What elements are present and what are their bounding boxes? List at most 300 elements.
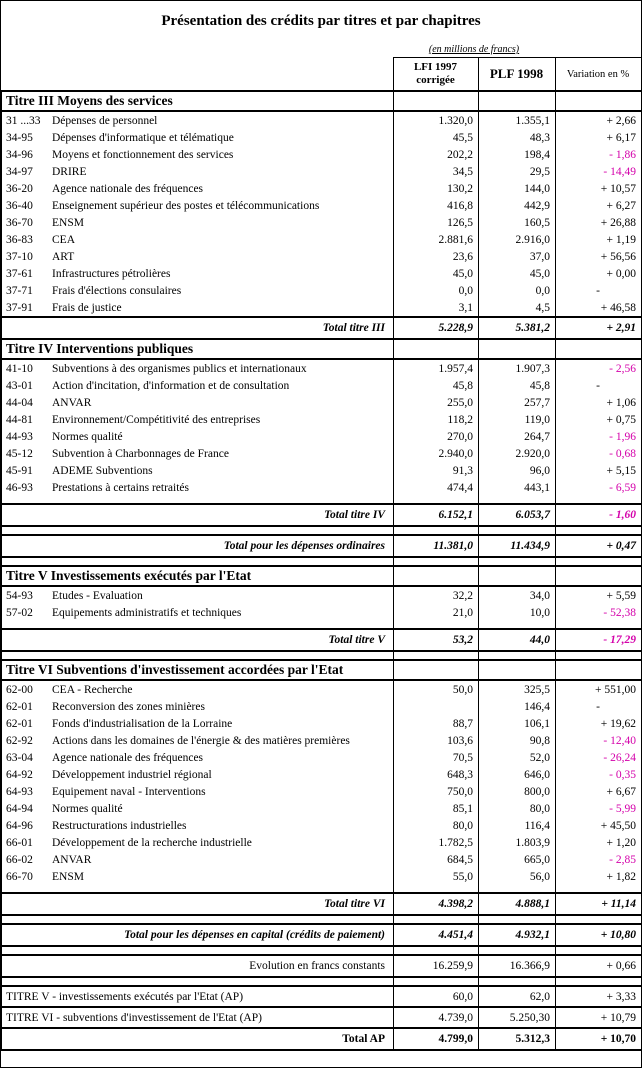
cell-description [2,604,394,621]
spacer-cell [2,977,394,986]
spacer-cell [394,621,479,629]
chapter-label: Frais de justice [52,301,122,314]
empty-cell [479,339,556,359]
cell-lfi-1997: 0,0 [394,282,479,299]
chapter-code: 54-93 [6,589,33,602]
chapter-code: 62-92 [6,734,33,747]
spacer-cell [556,651,642,660]
cell-plf-1998: 800,0 [479,783,556,800]
cell-plf-1998: 144,0 [479,180,556,197]
cell-plf-1998: 45,8 [479,377,556,394]
row-label: Total AP [2,1028,394,1050]
empty-cell [556,91,642,111]
cell-plf-1998: 16.366,9 [479,955,556,977]
cell-lfi-1997: 255,0 [394,394,479,411]
row-spacer [2,977,642,986]
cell-description [2,732,394,749]
cell-variation: + 5,15 [556,462,642,479]
chapter-code: 63-04 [6,751,33,764]
cell-description [2,680,394,698]
section-title: Titre IV Interventions publiques [2,339,394,359]
chapter-code: 37-91 [6,301,33,314]
row-spacer [2,621,642,629]
spacer-cell [2,946,394,955]
cell-plf-1998: 34,0 [479,586,556,604]
cell-plf-1998: 37,0 [479,248,556,265]
row-label: Total titre III [2,317,394,339]
cell-variation: - 17,29 [556,629,642,651]
chapter-label: Développement de la recherche industrielle [52,836,252,849]
chapter-code: 66-02 [6,853,33,866]
cell-variation: + 10,70 [556,1028,642,1050]
chapter-code: 37-61 [6,267,33,280]
cell-variation: - 0,68 [556,445,642,462]
section-title: Titre VI Subventions d'investissement accordées par l'Etat [2,660,394,680]
row-total [2,924,642,946]
cell-lfi-1997: 3,1 [394,299,479,317]
row-ap [2,1007,642,1028]
cell-plf-1998: 44,0 [479,629,556,651]
chapter-code: 36-40 [6,199,33,212]
cell-lfi-1997: 684,5 [394,851,479,868]
cell-description [2,445,394,462]
row-label: Evolution en francs constants [2,955,394,977]
column-header-plf-1998: PLF 1998 [479,58,556,92]
chapter-label: Environnement/Compétitivité des entreprises [52,413,261,426]
cell-lfi-1997: 4.799,0 [394,1028,479,1050]
cell-lfi-1997: 416,8 [394,197,479,214]
chapter-code: 41-10 [6,362,33,375]
cell-description [2,299,394,317]
chapter-label: Infrastructures pétrolières [52,267,171,280]
row-data [2,111,642,129]
chapter-label: Actions dans les domaines de l'énergie & des matières premières [52,734,350,747]
cell-plf-1998: 5.250,30 [479,1007,556,1028]
spacer-cell [479,557,556,566]
spacer-cell [2,621,394,629]
chapter-code: 57-02 [6,606,33,619]
row-ap [2,986,642,1007]
row-data [2,299,642,317]
cell-lfi-1997: 45,5 [394,129,479,146]
chapter-code: 37-71 [6,284,33,297]
cell-variation: - 2,85 [556,851,642,868]
cell-lfi-1997: 88,7 [394,715,479,732]
row-data [2,749,642,766]
cell-lfi-1997: 1.957,4 [394,359,479,377]
spacer-cell [479,496,556,504]
spacer-cell [479,946,556,955]
column-header-lfi-line2: corrigée [416,74,455,86]
cell-description [2,231,394,248]
cell-lfi-1997: 55,0 [394,868,479,885]
chapter-label: Dépenses de personnel [52,114,158,127]
cell-plf-1998: 264,7 [479,428,556,445]
cell-lfi-1997: 202,2 [394,146,479,163]
cell-plf-1998: 1.907,3 [479,359,556,377]
chapter-code: 37-10 [6,250,33,263]
section-title: Titre III Moyens des services [2,91,394,111]
chapter-label: DRIRE [52,165,87,178]
chapter-label: Agence nationale des fréquences [52,751,204,764]
spacer-cell [479,977,556,986]
cell-plf-1998: 325,5 [479,680,556,698]
cell-description [2,783,394,800]
chapter-label: ENSM [52,870,84,883]
chapter-code: 64-93 [6,785,33,798]
cell-plf-1998: 6.053,7 [479,504,556,526]
cell-description [2,197,394,214]
cell-description [2,868,394,885]
cell-description [2,248,394,265]
empty-cell [556,339,642,359]
chapter-label: Enseignement supérieur des postes et télécommunications [52,199,320,212]
chapter-label: Prestations à certains retraités [52,481,189,494]
spacer-cell [479,915,556,924]
cell-variation: - [556,698,642,715]
row-spacer [2,946,642,955]
cell-variation: - 6,59 [556,479,642,496]
row-data [2,715,642,732]
cell-description [2,479,394,496]
cell-lfi-1997: 85,1 [394,800,479,817]
row-totalap [2,1028,642,1050]
cell-plf-1998: 90,8 [479,732,556,749]
row-section [2,660,642,680]
cell-plf-1998: 1.355,1 [479,111,556,129]
column-header-variation: Variation en % [556,58,642,92]
spacer-cell [2,496,394,504]
cell-variation: + 46,58 [556,299,642,317]
cell-lfi-1997: 4.398,2 [394,893,479,915]
cell-plf-1998: 29,5 [479,163,556,180]
chapter-code: 36-83 [6,233,33,246]
row-data [2,282,642,299]
spacer-cell [556,526,642,535]
spacer-cell [479,651,556,660]
budget-table-body [2,42,642,1050]
cell-description [2,163,394,180]
cell-variation: + 5,59 [556,586,642,604]
cell-description [2,766,394,783]
row-spacer [2,885,642,893]
cell-variation: + 6,67 [556,783,642,800]
empty-cell [479,566,556,586]
row-spacer [2,915,642,924]
section-title: Titre V Investissements exécutés par l'Etat [2,566,394,586]
chapter-label: ANVAR [52,853,92,866]
cell-plf-1998: 119,0 [479,411,556,428]
chapter-code: 62-01 [6,717,33,730]
cell-plf-1998: 198,4 [479,146,556,163]
cell-description [2,715,394,732]
row-data [2,732,642,749]
cell-description [2,214,394,231]
chapter-code: 64-92 [6,768,33,781]
cell-description [2,111,394,129]
cell-variation: + 10,80 [556,924,642,946]
empty-cell [556,660,642,680]
row-total [2,317,642,339]
row-label: Total titre V [2,629,394,651]
cell-lfi-1997: 4.739,0 [394,1007,479,1028]
cell-variation: - 26,24 [556,749,642,766]
cell-variation: + 0,75 [556,411,642,428]
cell-description [2,800,394,817]
cell-variation: - 5,99 [556,800,642,817]
cell-variation: + 19,62 [556,715,642,732]
cell-lfi-1997: 80,0 [394,817,479,834]
cell-lfi-1997: 70,5 [394,749,479,766]
chapter-label: Action d'incitation, d'information et de consultation [52,379,290,392]
cell-variation: - 52,38 [556,604,642,621]
cell-plf-1998: 146,4 [479,698,556,715]
row-total [2,893,642,915]
cell-description [2,851,394,868]
chapter-label: Equipement naval - Interventions [52,785,206,798]
chapter-label: Moyens et fonctionnement des services [52,148,234,161]
row-data [2,698,642,715]
spacer-cell [556,885,642,893]
row-spacer [2,526,642,535]
cell-variation: + 3,33 [556,986,642,1007]
chapter-label: Subvention à Charbonnages de France [52,447,229,460]
cell-description [2,394,394,411]
cell-plf-1998: 1.803,9 [479,834,556,851]
cell-lfi-1997: 60,0 [394,986,479,1007]
row-data [2,851,642,868]
spacer-cell [2,915,394,924]
chapter-label: Etudes - Evaluation [52,589,143,602]
row-total [2,504,642,526]
chapter-label: CEA - Recherche [52,683,133,696]
cell-plf-1998: 443,1 [479,479,556,496]
cell-variation: + 26,88 [556,214,642,231]
column-header-lfi-1997 [394,58,479,92]
row-data [2,180,642,197]
cell-description [2,586,394,604]
cell-variation: + 2,66 [556,111,642,129]
row-data [2,146,642,163]
cell-variation: - 0,35 [556,766,642,783]
cell-variation: + 1,20 [556,834,642,851]
cell-plf-1998: 0,0 [479,282,556,299]
chapter-code: 45-91 [6,464,33,477]
spacer-cell [394,496,479,504]
chapter-code: 64-96 [6,819,33,832]
chapter-code: 44-93 [6,430,33,443]
row-section [2,91,642,111]
cell-description [2,462,394,479]
empty-cell [479,660,556,680]
spacer-cell [479,621,556,629]
unit-note-row [2,42,642,58]
chapter-code: 31 ...33 [6,114,41,127]
chapter-code: 34-97 [6,165,33,178]
spacer-cell [394,885,479,893]
cell-variation: - [556,282,642,299]
cell-plf-1998: 4.932,1 [479,924,556,946]
row-data [2,766,642,783]
cell-lfi-1997: 2.940,0 [394,445,479,462]
chapter-label: Normes qualité [52,802,123,815]
cell-description [2,359,394,377]
chapter-label: Equipements administratifs et techniques [52,606,242,619]
cell-plf-1998: 10,0 [479,604,556,621]
chapter-code: 34-96 [6,148,33,161]
cell-plf-1998: 646,0 [479,766,556,783]
row-data [2,248,642,265]
cell-variation: + 1,06 [556,394,642,411]
empty-cell [394,339,479,359]
spacer-cell [394,526,479,535]
cell-lfi-1997: 45,0 [394,265,479,282]
cell-description [2,265,394,282]
cell-plf-1998: 160,5 [479,214,556,231]
empty-cell [479,91,556,111]
chapter-code: 62-00 [6,683,33,696]
empty-cell [556,42,642,58]
spacer-cell [479,885,556,893]
empty-cell [556,566,642,586]
cell-variation: - 1,86 [556,146,642,163]
row-data [2,411,642,428]
row-data [2,604,642,621]
chapter-code: 34-95 [6,131,33,144]
cell-variation: + 2,91 [556,317,642,339]
cell-plf-1998: 2.920,0 [479,445,556,462]
row-spacer [2,557,642,566]
cell-plf-1998: 11.434,9 [479,535,556,557]
page-title: Présentation des crédits par titres et par chapitres [161,13,481,29]
cell-plf-1998: 5.381,2 [479,317,556,339]
cell-plf-1998: 116,4 [479,817,556,834]
cell-variation: + 1,82 [556,868,642,885]
chapter-code: 44-81 [6,413,33,426]
chapter-code: 45-12 [6,447,33,460]
spacer-cell [556,946,642,955]
chapter-code: 43-01 [6,379,33,392]
row-label: Total titre IV [2,504,394,526]
cell-variation: + 551,00 [556,680,642,698]
empty-cell [394,566,479,586]
cell-lfi-1997: 32,2 [394,586,479,604]
spacer-cell [556,621,642,629]
row-data [2,680,642,698]
cell-plf-1998: 257,7 [479,394,556,411]
cell-plf-1998: 80,0 [479,800,556,817]
cell-plf-1998: 4.888,1 [479,893,556,915]
row-data [2,817,642,834]
cell-description [2,377,394,394]
empty-cell [394,660,479,680]
row-data [2,834,642,851]
row-section [2,339,642,359]
row-data [2,462,642,479]
chapter-code: 64-94 [6,802,33,815]
cell-lfi-1997: 4.451,4 [394,924,479,946]
cell-lfi-1997: 648,3 [394,766,479,783]
cell-variation: + 56,56 [556,248,642,265]
chapter-label: Agence nationale des fréquences [52,182,204,195]
chapter-label: ART [52,250,75,263]
unit-note: (en millions de francs) [428,44,520,55]
cell-variation: - 1,96 [556,428,642,445]
chapter-code: 44-04 [6,396,33,409]
cell-variation: + 45,50 [556,817,642,834]
cell-lfi-1997: 126,5 [394,214,479,231]
cell-lfi-1997: 5.228,9 [394,317,479,339]
empty-cell [394,91,479,111]
row-label: Total pour les dépenses ordinaires [2,535,394,557]
row-spacer [2,496,642,504]
cell-variation: - 1,60 [556,504,642,526]
cell-plf-1998: 96,0 [479,462,556,479]
spacer-cell [556,496,642,504]
cell-variation: + 11,14 [556,893,642,915]
cell-plf-1998: 4,5 [479,299,556,317]
cell-variation: - [556,377,642,394]
cell-plf-1998: 442,9 [479,197,556,214]
empty-cell [2,42,394,58]
cell-description [2,834,394,851]
chapter-label: Normes qualité [52,430,123,443]
cell-plf-1998: 106,1 [479,715,556,732]
cell-plf-1998: 52,0 [479,749,556,766]
row-data [2,359,642,377]
cell-lfi-1997: 1.782,5 [394,834,479,851]
row-total [2,535,642,557]
spacer-cell [394,557,479,566]
spacer-cell [394,915,479,924]
cell-variation: - 2,56 [556,359,642,377]
cell-plf-1998: 665,0 [479,851,556,868]
chapter-label: ENSM [52,216,84,229]
cell-plf-1998: 45,0 [479,265,556,282]
chapter-label: CEA [52,233,75,246]
chapter-label: Reconversion des zones minières [52,700,205,713]
cell-variation: + 0,47 [556,535,642,557]
cell-description [2,411,394,428]
empty-cell [2,58,394,92]
chapter-label: ANVAR [52,396,92,409]
row-total [2,629,642,651]
budget-table [1,42,642,1051]
chapter-code: 36-70 [6,216,33,229]
cell-plf-1998: 48,3 [479,129,556,146]
row-data [2,783,642,800]
cell-lfi-1997: 91,3 [394,462,479,479]
row-data [2,445,642,462]
row-label: TITRE V - investissements exécutés par l'Etat (AP) [2,986,394,1007]
chapter-label: ADEME Subventions [52,464,153,477]
cell-variation: - 12,40 [556,732,642,749]
row-data [2,377,642,394]
cell-description [2,146,394,163]
cell-variation: + 6,17 [556,129,642,146]
row-data [2,479,642,496]
spacer-cell [556,977,642,986]
cell-variation: + 10,57 [556,180,642,197]
chapter-code: 46-93 [6,481,33,494]
row-data [2,214,642,231]
spacer-cell [2,526,394,535]
row-data [2,800,642,817]
column-header-row [2,58,642,92]
spacer-cell [2,885,394,893]
chapter-code: 62-01 [6,700,33,713]
cell-description [2,698,394,715]
